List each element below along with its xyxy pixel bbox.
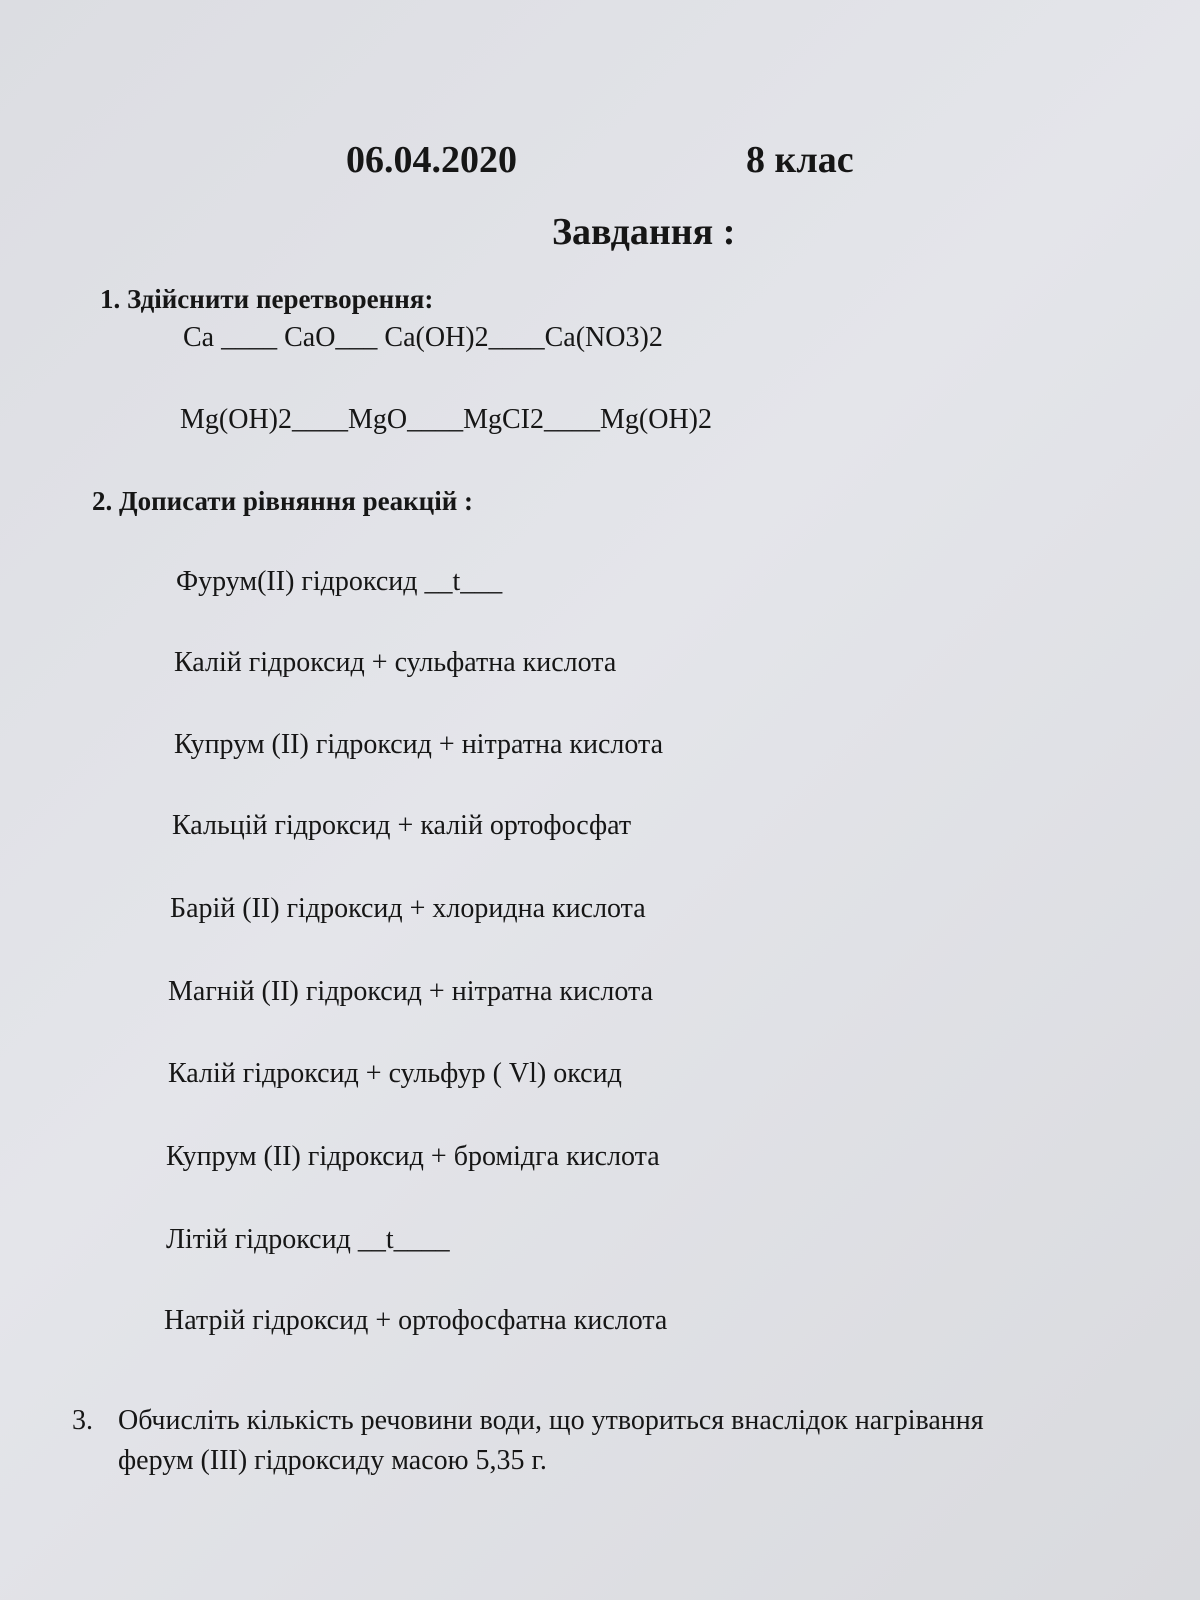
- reaction-item: Магній (ІІ) гідроксид + нітратна кислота: [168, 976, 654, 1007]
- task2-heading: 2. Дописати рівняння реакцій :: [92, 486, 474, 516]
- task3-number: 3.: [72, 1405, 93, 1436]
- date: 06.04.2020: [346, 139, 517, 181]
- task3-text-line1: Обчисліть кількість речовини води, що утвориться внаслідок нагрівання: [118, 1405, 984, 1436]
- page-title: Завдання :: [552, 211, 736, 253]
- reaction-item: Натрій гідроксид + ортофосфатна кислота: [164, 1305, 668, 1336]
- grade-label: 8 клас: [746, 139, 854, 181]
- reaction-item: Калій гідроксид + сульфур ( Vl) оксид: [168, 1058, 622, 1089]
- reaction-item: Купрум (ІІ) гідроксид + бромідга кислота: [166, 1141, 660, 1172]
- reaction-item: Літій гідроксид __t____: [166, 1224, 450, 1255]
- reaction-item: Калій гідроксид + сульфатна кислота: [174, 647, 617, 678]
- transformation-chain-magnesium: Mg(OH)2____MgO____MgCI2____Mg(OH)2: [180, 404, 712, 435]
- reaction-item: Купрум (ІІ) гідроксид + нітратна кислота: [174, 729, 664, 760]
- reaction-item: Фурум(ІІ) гідроксид __t___: [176, 566, 503, 597]
- task3-text-line2: ферум (ІІІ) гідроксиду масою 5,35 г.: [118, 1445, 547, 1476]
- task1-heading: 1. Здійснити перетворення:: [100, 284, 434, 314]
- reaction-item: Кальцій гідроксид + калій ортофосфат: [172, 810, 632, 841]
- transformation-chain-calcium: Ca ____ CaO___ Ca(OH)2____Ca(NO3)2: [183, 322, 663, 353]
- reaction-item: Барій (ІІ) гідроксид + хлоридна кислота: [170, 893, 646, 924]
